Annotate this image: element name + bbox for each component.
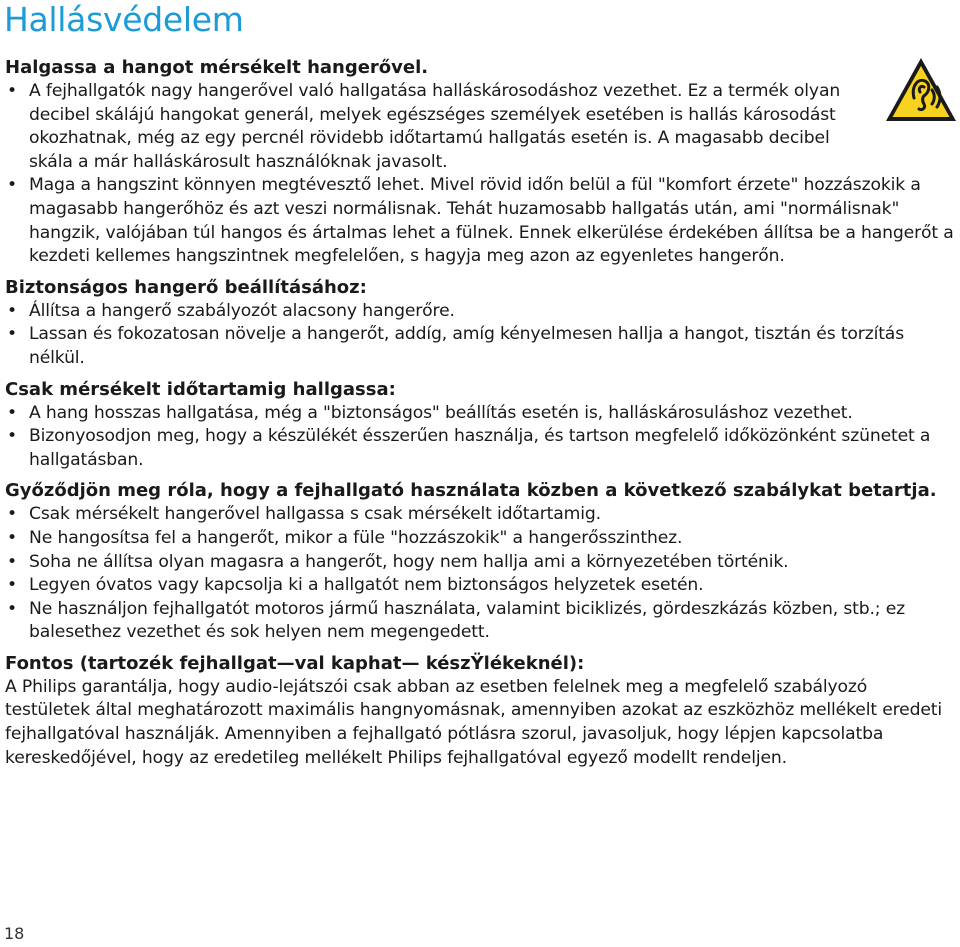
bullet-icon: • xyxy=(7,402,17,423)
list-item xyxy=(5,425,957,472)
section-moderate-duration xyxy=(5,378,957,473)
list-item-text: Csak mérsékelt hangerővel hallgassa s csak mérsékelt időtartamig. xyxy=(29,504,601,525)
bullet-icon: • xyxy=(7,300,17,321)
content xyxy=(5,56,957,770)
section-heading: Győződjön meg róla, hogy a fejhallgató használata közben a következő szabálykat betartja. xyxy=(5,480,937,502)
list-item xyxy=(5,402,957,426)
bullet-list xyxy=(5,300,957,371)
section-paragraph: A Philips garantálja, hogy audio-lejátszói csak abban az esetben felelnek meg a megfelelő szabályozó testületek által meghatározott maximális hangnyomásnak, amennyiben azokat az eszközhöz mellékelt eredeti fejhallgatóval használják. Amennyiben a fejhallgató pótlásra szorul, javasoljuk, hogy lépjen kapcsolatba kereskedőjével, hogy az eredetileg mellékelt Philips fejhallgatóval egyező modellt rendeljen. xyxy=(5,676,943,768)
bullet-icon: • xyxy=(7,504,17,525)
bullet-icon: • xyxy=(7,81,17,101)
list-item xyxy=(5,323,957,370)
bullet-list xyxy=(5,503,957,645)
section-important-accessory xyxy=(5,652,957,770)
section-heading: Biztonságos hangerő beállításához: xyxy=(5,276,367,298)
list-item-text: Maga a hangszint könnyen megtévesztő lehet. Mivel rövid időn belül a fül "komfort érzete" hozzászokik a magasabb hangerőhöz és azt veszi normálisnak. Tehát huzamosabb hallgatás után, ami "normálisnak" hangzik, valójában túl hangos és ártalmas lehet a fülnek. Ennek elkerülése érdekében állítsa be a hangerőt a kezdeti kellemes hangszintnek megfelelően, s hagyja meg azon az egyenletes hangerőn. xyxy=(29,175,954,267)
section-listen-moderate xyxy=(5,56,957,269)
bullet-icon: • xyxy=(7,575,17,596)
bullet-icon: • xyxy=(7,527,17,548)
list-item-text: A fejhallgatók nagy hangerővel való hallgatása halláskárosodáshoz vezethet. Ez a termék olyan decibel skálájú hangokat generál, melyek egészséges személyek esetében is hallás károsodást okozhatnak, még az egy percnél rövidebb időtartamú hallgatás esetén is. A magasabb decibel skála a már halláskárosult használóknak javasolt. xyxy=(29,81,841,172)
list-item xyxy=(5,574,957,598)
bullet-icon: • xyxy=(7,324,17,345)
section-heading: Halgassa a hangot mérsékelt hangerővel. xyxy=(5,57,429,78)
list-item-text: A hang hosszas hallgatása, még a "biztonságos" beállítás esetén is, halláskárosuláshoz vezethet. xyxy=(29,402,853,423)
list-item xyxy=(5,80,957,174)
section-heading: Fontos (tartozék fejhallgat—val kaphat— készŸlékeknél): xyxy=(5,652,585,674)
page-number: 18 xyxy=(4,924,25,943)
list-item-text: Bizonyosodjon meg, hogy a készülékét ésszerűen használja, és tartson megfelelő időközönként szünetet a hallgatásban. xyxy=(29,426,931,470)
list-item-text: Ne hangosítsa fel a hangerőt, mikor a füle "hozzászokik" a hangerősszinthez. xyxy=(29,527,683,548)
list-item-text: Soha ne állítsa olyan magasra a hangerőt, hogy nem hallja ami a környezetében történik. xyxy=(29,551,789,572)
list-item xyxy=(5,503,957,527)
bullet-icon: • xyxy=(7,598,17,619)
list-item xyxy=(5,174,957,268)
list-item xyxy=(5,551,957,575)
list-item-text: Lassan és fokozatosan növelje a hangerőt, addíg, amíg kényelmesen hallja a hangot, tisztán és torzítás nélkül. xyxy=(29,324,904,368)
list-item-text: Legyen óvatos vagy kapcsolja ki a hallgatót nem biztonságos helyzetek esetén. xyxy=(29,575,704,596)
section-safe-volume xyxy=(5,276,957,371)
list-item-text: Állítsa a hangerő szabályozót alacsony hangerőre. xyxy=(29,300,455,321)
section-heading: Csak mérsékelt időtartamig hallgassa: xyxy=(5,378,396,400)
bullet-icon: • xyxy=(7,426,17,447)
page-title: Hallásvédelem xyxy=(4,0,244,39)
section-headphone-rules xyxy=(5,479,957,645)
bullet-list xyxy=(5,80,957,269)
bullet-icon: • xyxy=(7,551,17,572)
list-item xyxy=(5,527,957,551)
list-item-text: Ne használjon fejhallgatót motoros jármű használata, valamint biciklizés, gördeszkázás közben, stb.; ez balesethez vezethet és sok helyen nem megengedett. xyxy=(29,598,906,643)
bullet-icon: • xyxy=(7,175,17,196)
list-item xyxy=(5,598,957,645)
list-item xyxy=(5,300,957,324)
bullet-list xyxy=(5,402,957,473)
